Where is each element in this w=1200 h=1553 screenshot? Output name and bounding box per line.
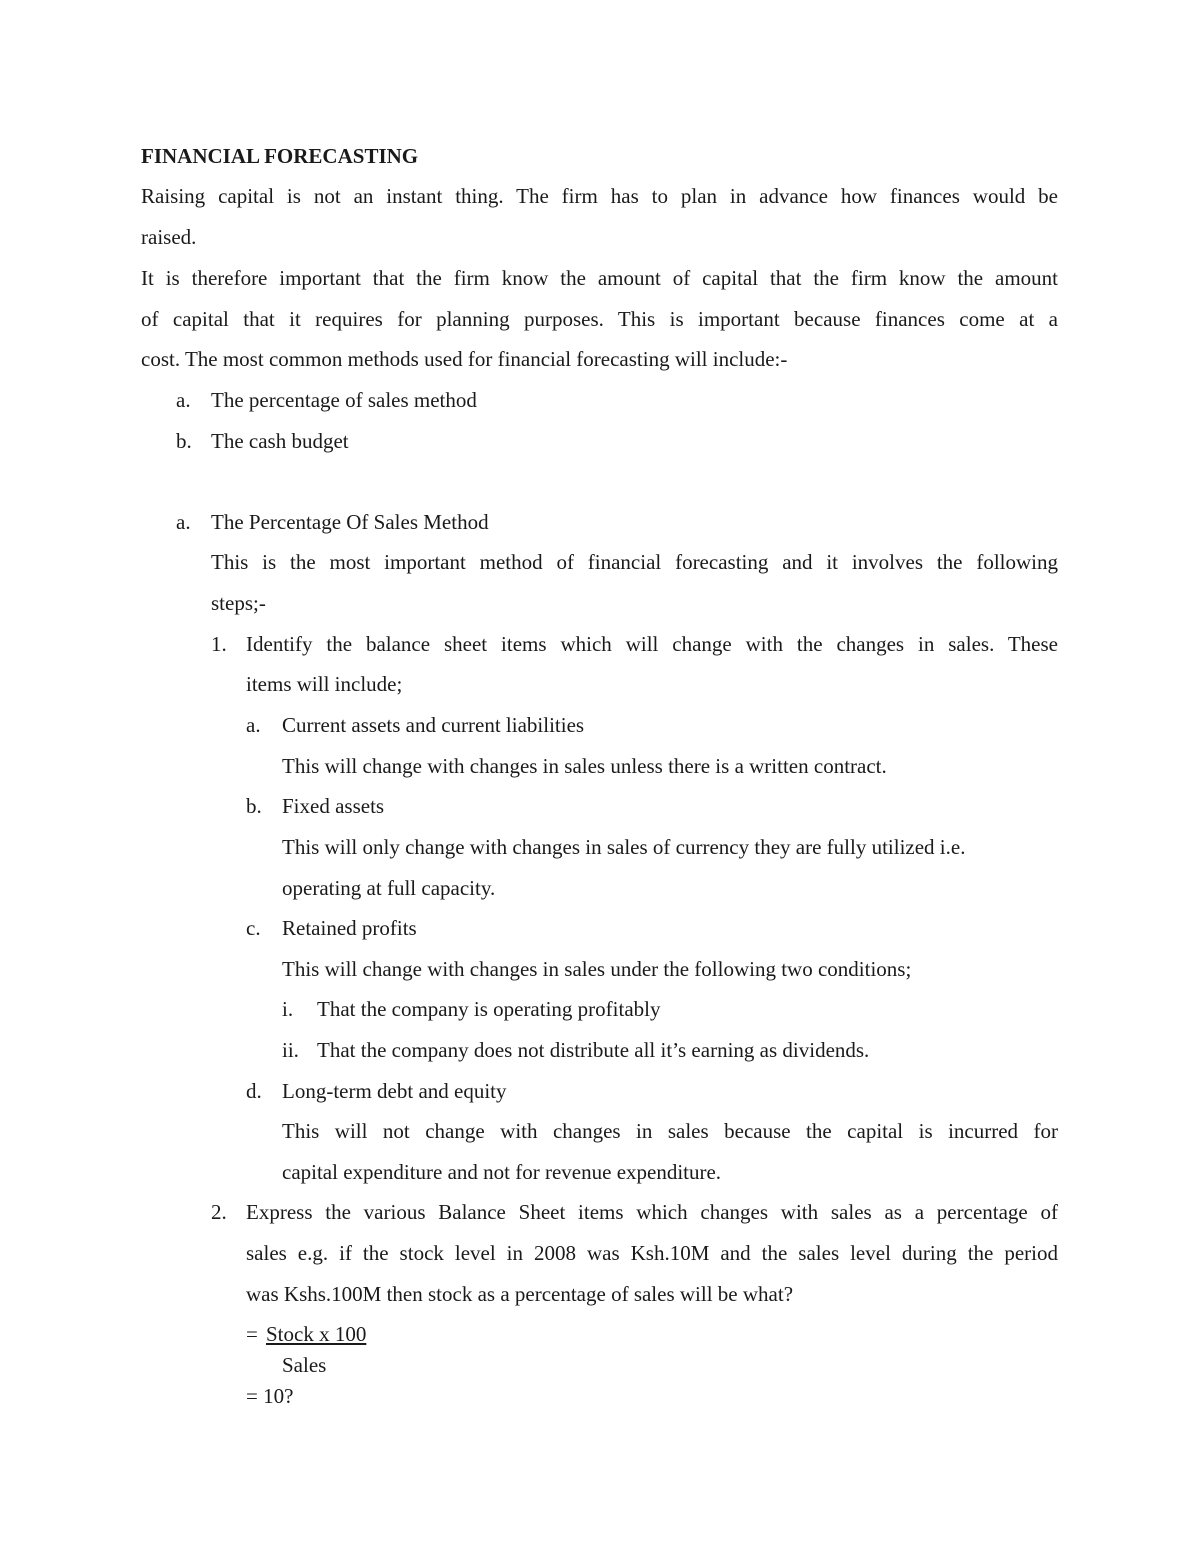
step2-line-2: sales e.g. if the stock level in 2008 was Ksh.10M and the sales level during the period <box>246 1241 1058 1265</box>
intro-line-4: of capital that it requires for planning purposes. This is important because finances come at a <box>141 307 1058 331</box>
method-marker: a. <box>176 388 191 412</box>
formula-numerator: Stock x 100 <box>266 1322 367 1346</box>
subitem-marker: d. <box>246 1079 262 1103</box>
intro-line-3: It is therefore important that the firm know the amount of capital that the firm know the amount <box>141 266 1058 290</box>
step-marker: 1. <box>211 632 227 656</box>
subitem-note: capital expenditure and not for revenue expenditure. <box>282 1160 722 1184</box>
condition-item: That the company does not distribute all it’s earning as dividends. <box>317 1038 870 1062</box>
condition-marker: i. <box>282 997 294 1021</box>
subitem-marker: c. <box>246 916 261 940</box>
intro-line-1: Raising capital is not an instant thing. The firm has to plan in advance how finances would be <box>141 184 1058 208</box>
method-marker: b. <box>176 429 192 453</box>
condition-item: That the company is operating profitably <box>317 997 661 1021</box>
document-title: FINANCIAL FORECASTING <box>141 144 419 168</box>
subitem-note: This will not change with changes in sales because the capital is incurred for <box>282 1119 1058 1143</box>
subitem-marker: a. <box>246 713 261 737</box>
section-marker: a. <box>176 510 191 534</box>
formula-result: = 10? <box>246 1384 294 1408</box>
method-item: The percentage of sales method <box>211 388 477 412</box>
step1-line-1: Identify the balance sheet items which will change with the changes in sales. These <box>246 632 1058 656</box>
step2-line-3: was Kshs.100M then stock as a percentage of sales will be what? <box>246 1282 794 1306</box>
subitem-label: Long-term debt and equity <box>282 1079 507 1103</box>
subitem-note: operating at full capacity. <box>282 876 496 900</box>
condition-marker: ii. <box>282 1038 299 1062</box>
intro-line-2: raised. <box>141 225 197 249</box>
subitem-label: Fixed assets <box>282 794 385 818</box>
subitem-note: This will only change with changes in sales of currency they are fully utilized i.e. <box>282 835 966 859</box>
subitem-note: This will change with changes in sales under the following two conditions; <box>282 957 912 981</box>
formula-equals: = <box>246 1322 258 1346</box>
step1-line-2: items will include; <box>246 672 403 696</box>
subitem-label: Current assets and current liabilities <box>282 713 585 737</box>
section-description-line-2: steps;- <box>211 591 266 615</box>
section-heading: The Percentage Of Sales Method <box>211 510 489 534</box>
subitem-note: This will change with changes in sales unless there is a written contract. <box>282 754 887 778</box>
section-description-line-1: This is the most important method of financial forecasting and it involves the following <box>211 550 1058 574</box>
step2-line-1: Express the various Balance Sheet items which changes with sales as a percentage of <box>246 1200 1058 1224</box>
formula-denominator: Sales <box>282 1353 327 1377</box>
subitem-label: Retained profits <box>282 916 417 940</box>
subitem-marker: b. <box>246 794 262 818</box>
intro-line-5: cost. The most common methods used for financial forecasting will include:- <box>141 347 788 371</box>
method-item: The cash budget <box>211 429 349 453</box>
step-marker: 2. <box>211 1200 227 1224</box>
